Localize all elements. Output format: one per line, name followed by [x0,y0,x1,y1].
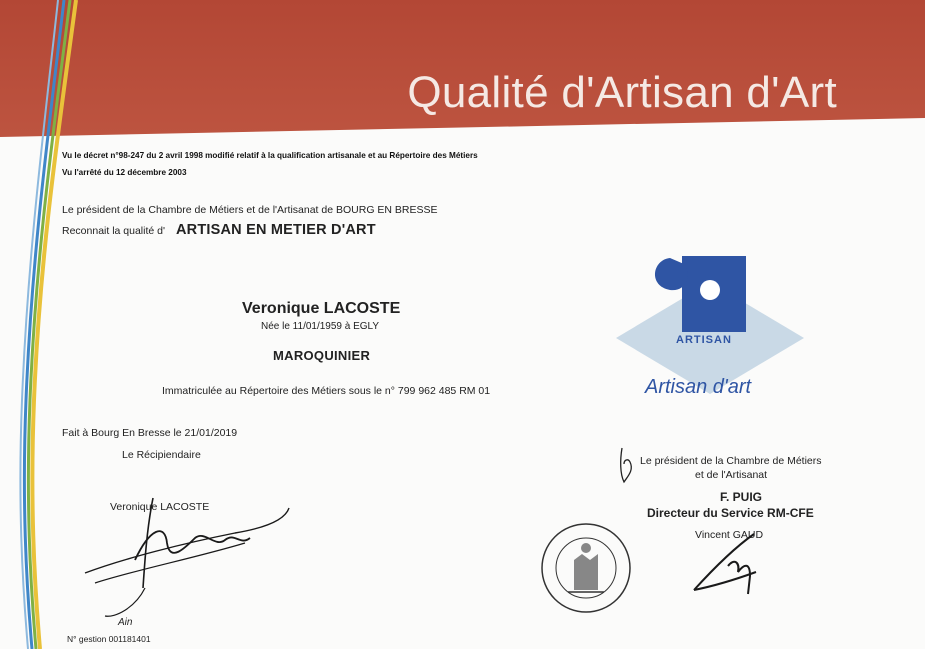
holder-name: Veronique LACOSTE [242,300,401,317]
order-reference: Vu l'arrêté du 12 décembre 2003 [62,168,187,177]
logo-badge-text: ARTISAN [676,334,732,346]
issue-place-date: Fait à Bourg En Bresse le 21/01/2019 [62,427,238,439]
director-signature [684,528,780,598]
holder-birth: Née le 11/01/1959 à EGLY [261,321,380,332]
authority-other: Vincent GAUD [695,529,764,541]
president-statement: Le président de la Chambre de Métiers et de l'Artisanat de BOURG EN BRESSE [62,204,438,216]
recognition-label: Reconnait la qualité d' [62,225,165,237]
qualification-title: ARTISAN EN METIER D'ART [176,222,376,238]
authority-role: Directeur du Service RM-CFE [647,506,814,520]
gestion-number: N° gestion 001181401 [67,634,151,644]
initial-mark [616,444,640,486]
logo-caption: Artisan d'art [645,376,752,398]
authority-line-1: Le président de la Chambre de Métiers [640,455,822,467]
authority-line-2: et de l'Artisanat [695,469,768,481]
recipient-label: Le Récipiendaire [122,449,201,461]
recipient-signature [75,488,290,638]
holder-trade: MAROQUINIER [273,348,371,363]
official-seal [538,520,634,616]
authority-signer: F. PUIG [720,490,763,504]
signature-note: Ain [118,617,133,628]
registration-number: Immatriculée au Répertoire des Métiers sous le n° 799 962 485 RM 01 [162,385,491,397]
page-title: Qualité d'Artisan d'Art [407,68,837,117]
recipient-name: Veronique LACOSTE [110,501,210,513]
decree-reference: Vu le décret n°98-247 du 2 avril 1998 modifié relatif à la qualification artisanale et au Répertoire des Métiers [62,151,478,160]
